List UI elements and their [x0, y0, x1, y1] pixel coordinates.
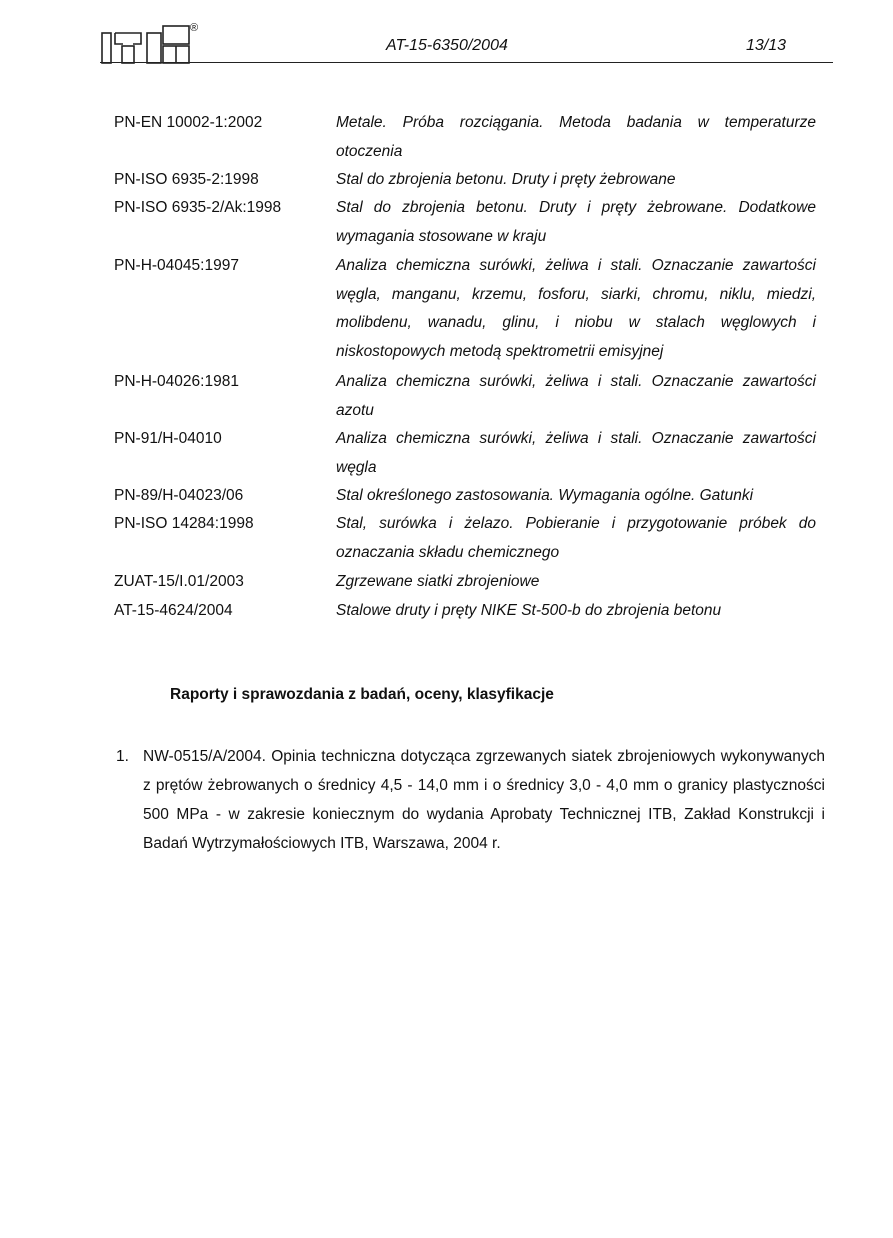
standard-title: Analiza chemiczna surówki, żeliwa i stali. Oznaczanie zawartości azotu: [336, 373, 816, 419]
standard-code: PN-ISO 6935-2:1998: [114, 171, 259, 188]
standard-code: PN-H-04045:1997: [114, 257, 239, 274]
itb-logo: [101, 24, 193, 64]
standard-title: Stalowe druty i pręty NIKE St-500-b do zbrojenia betonu: [336, 602, 722, 619]
standard-code: PN-EN 10002-1:2002: [114, 114, 263, 131]
standard-code: ZUAT-15/I.01/2003: [114, 573, 244, 590]
report-number: 1.: [116, 748, 129, 765]
standard-title: Zgrzewane siatki zbrojeniowe: [336, 573, 540, 590]
page-number: 13/13: [746, 37, 787, 54]
standard-code: PN-91/H-04010: [114, 430, 222, 447]
standard-title: Analiza chemiczna surówki, żeliwa i stali. Oznaczanie zawartości węgla, manganu, krzemu, fosforu, siarki, chromu, niklu, miedzi, molibdenu, wanadu, glinu, i niobu w stalach węglowych i niskostopowych metodą spektrometrii emisyjnej: [336, 257, 816, 360]
section-heading: Raporty i sprawozdania z badań, oceny, klasyfikacje: [170, 686, 554, 703]
registered-mark: ®: [190, 22, 199, 34]
standard-title: Stal określonego zastosowania. Wymagania ogólne. Gatunki: [336, 487, 754, 504]
standard-title: Stal do zbrojenia betonu. Druty i pręty żebrowane: [336, 171, 676, 188]
standard-title: Stal, surówka i żelazo. Pobieranie i przygotowanie próbek do oznaczania składu chemicznego: [336, 515, 816, 561]
standard-code: PN-ISO 6935-2/Ak:1998: [114, 199, 282, 216]
standard-code: PN-ISO 14284:1998: [114, 515, 254, 532]
header-divider: [100, 62, 833, 63]
standard-title: Stal do zbrojenia betonu. Druty i pręty żebrowane. Dodatkowe wymagania stosowane w kraju: [336, 199, 816, 245]
standard-code: PN-H-04026:1981: [114, 373, 239, 390]
standard-code: PN-89/H-04023/06: [114, 487, 244, 504]
page-header: [0, 0, 893, 70]
document-id: AT-15-6350/2004: [386, 37, 508, 54]
report-text: NW-0515/A/2004. Opinia techniczna dotycząca zgrzewanych siatek zbrojeniowych wykonywanych z prętów żebrowanych o średnicy 4,5 - 14,0 mm i o średnicy 3,0 - 4,0 mm o granicy plastyczności 500 MPa - w zakresie koniecznym do wydania Aprobaty Technicznej ITB, Zakład Konstrukcji i Badań Wytrzymałościowych ITB, Warszawa, 2004 r.: [143, 748, 825, 852]
standard-title: Metale. Próba rozciągania. Metoda badania w temperaturze otoczenia: [336, 114, 816, 160]
standard-code: AT-15-4624/2004: [114, 602, 233, 619]
standard-title: Analiza chemiczna surówki, żeliwa i stali. Oznaczanie zawartości węgla: [336, 430, 816, 476]
